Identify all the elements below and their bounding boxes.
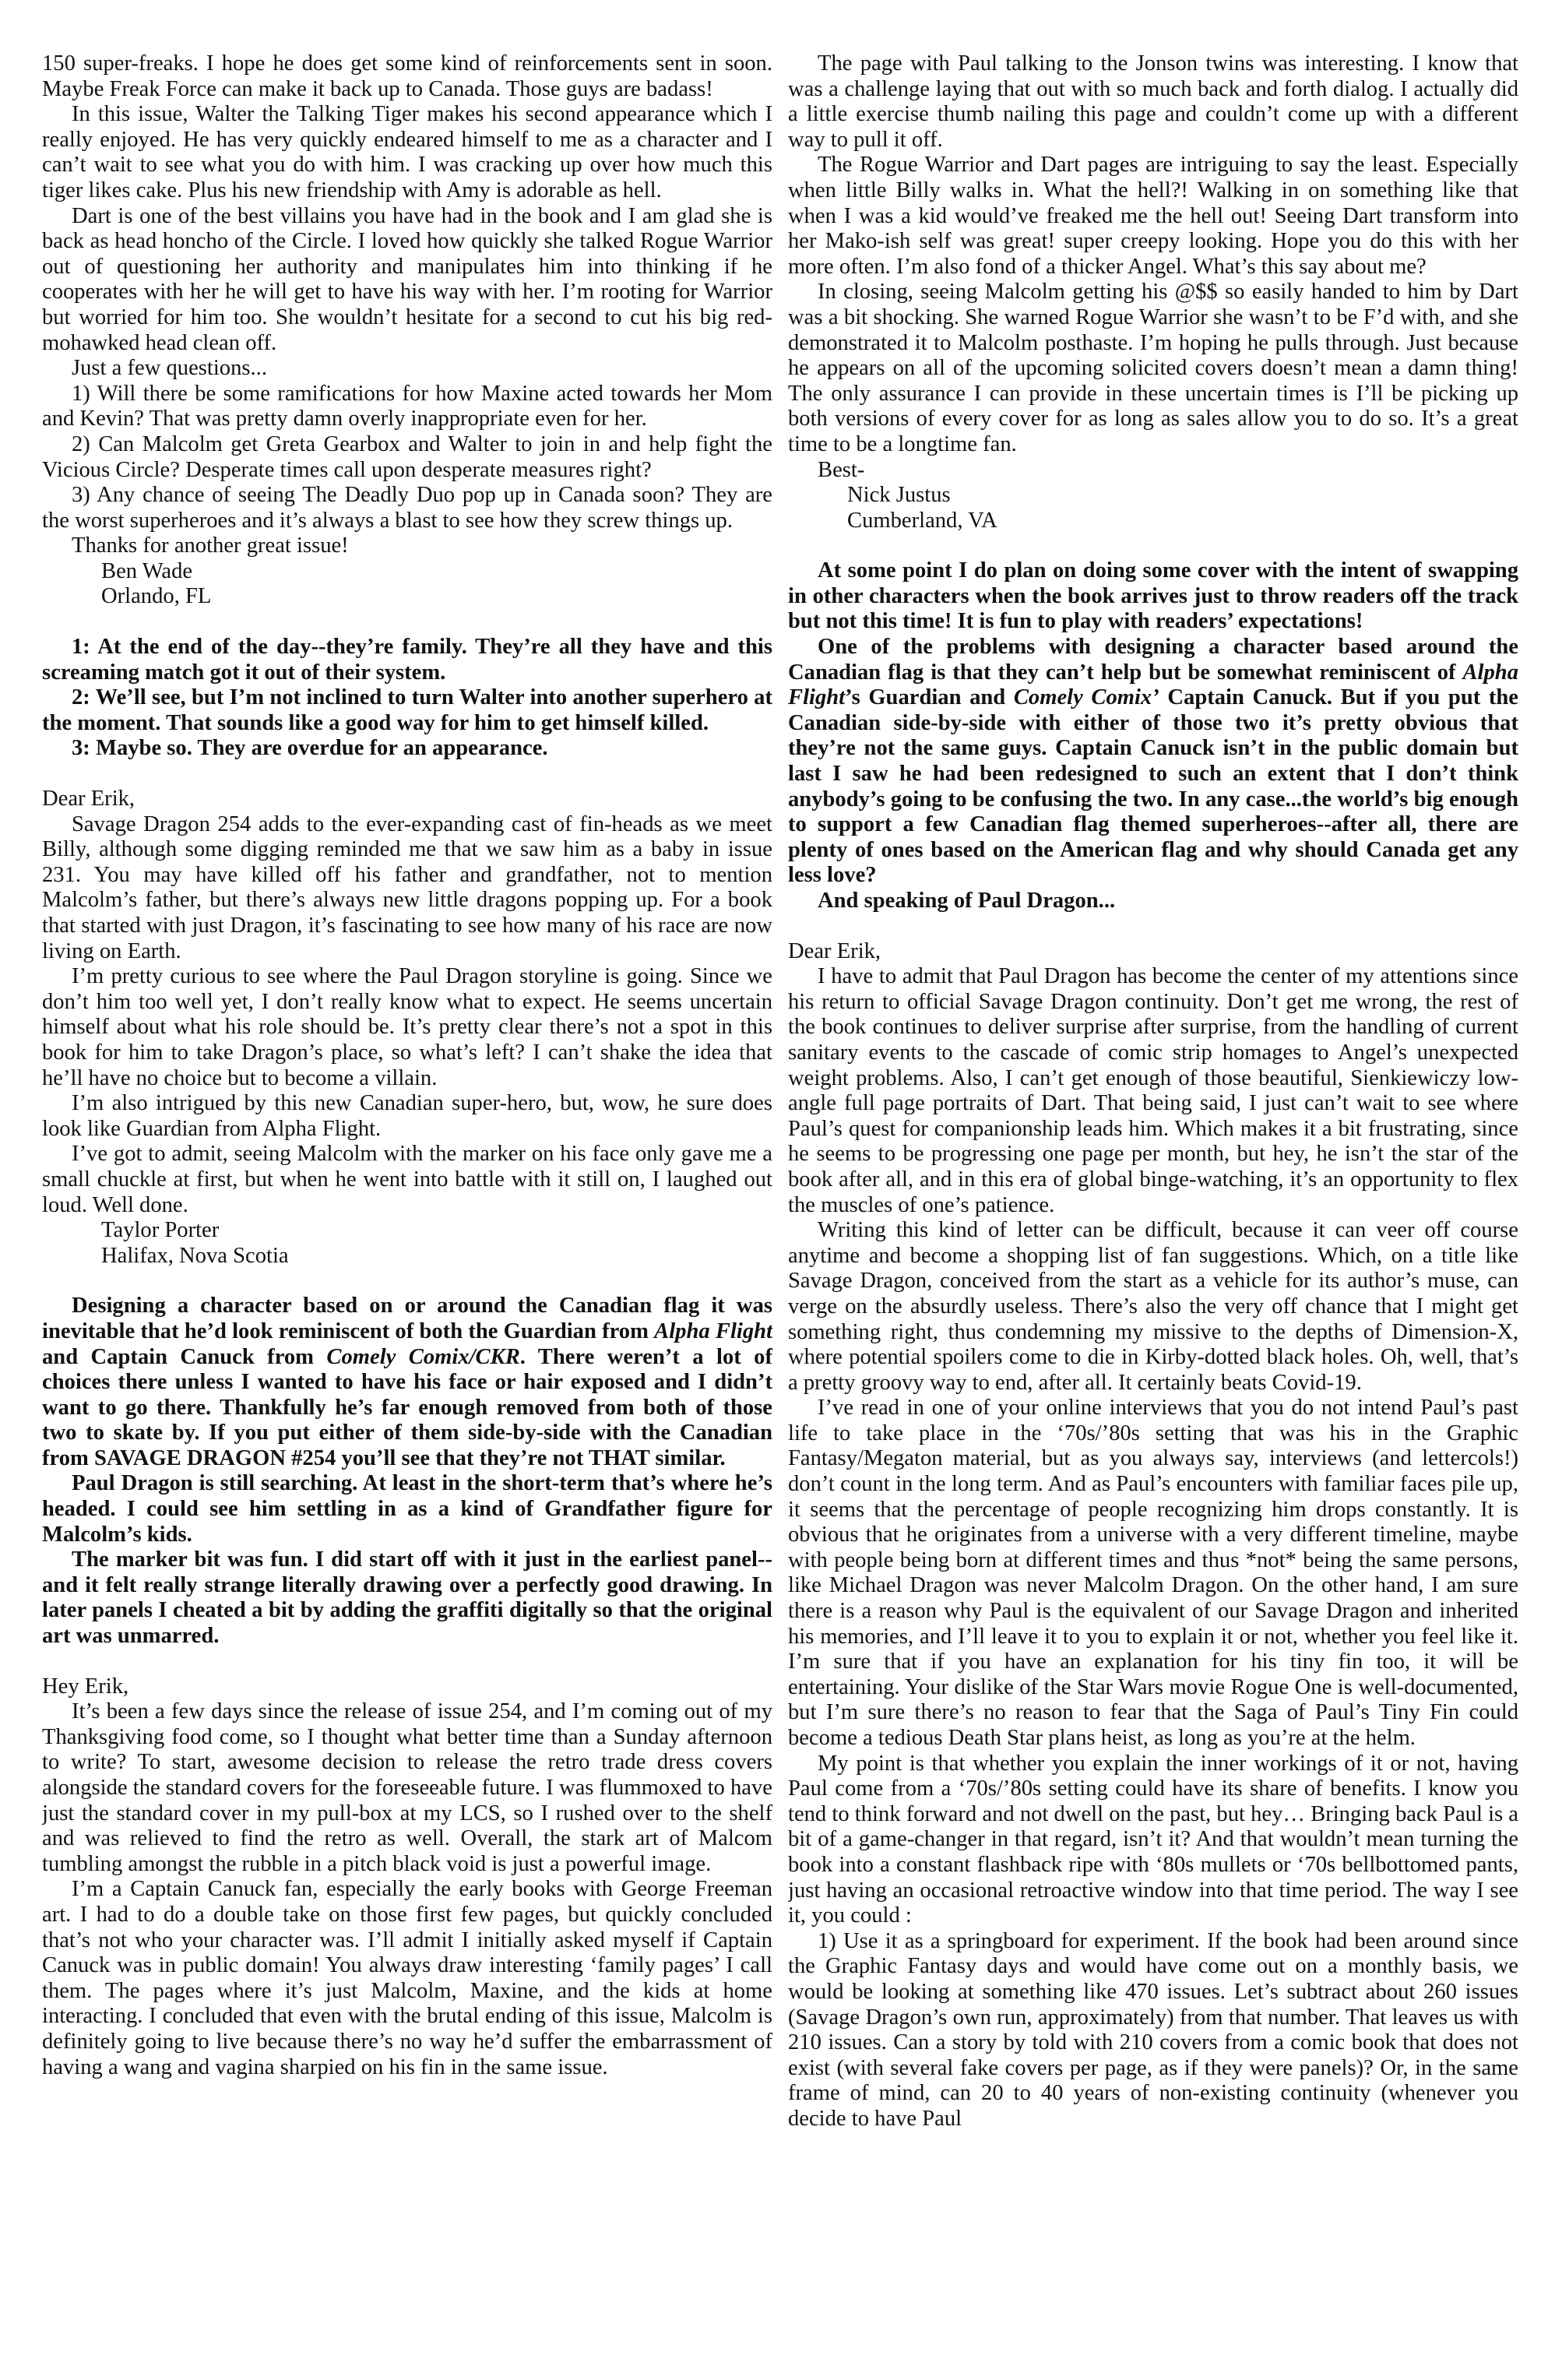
letter-paragraph: 1) Use it as a springboard for experiment. If the book had been around since the Graphic Fantasy days and would have come out on a monthly basis, we would be looking at something like 470 issues. Let’s subtract about 260 issues (Savage Dragon’s own run, approximately) from that number. That leaves us with 210 issues. Can a story by told with 210 covers from a comic book that does not exist (with several fake covers per page, as if they were panels)? Or, in the same frame of mind, can 20 to 40 years of non-existing continuity (whenever you decide to have Paul xyxy=(788,1928,1518,2131)
letter-paragraph: Just a few questions... xyxy=(72,356,267,381)
letter-paragraph: The page with Paul talking to the Jonson twins was interesting. I know that was a challenge laying that out with so much back and forth dialog. I actually did a little exercise thumb nailing this page and couldn’t come up with a different way to pull it off. xyxy=(788,51,1518,152)
signature-name: Ben Wade xyxy=(101,558,193,583)
letter-paragraph: 2) Can Malcolm get Greta Gearbox and Walter to join in and help fight the Vicious Circle? Desperate times call upon desperate measures right? xyxy=(42,431,772,482)
signature-name: Taylor Porter xyxy=(101,1218,220,1243)
letter-ben-wade xyxy=(42,51,772,610)
letter-nick-justus xyxy=(42,1674,772,2081)
editor-reply xyxy=(42,635,772,762)
editor-reply xyxy=(788,558,1518,914)
letter-paragraph: Writing this kind of letter can be difficult, because it can veer off course anytime and become a shopping list of fan suggestions. Which, on a title like Savage Dragon, conceived from the start as a vehicle for its author’s muse, can verge on the absurdly useless. There’s also the very off chance that I might get something right, thus condemning my missive to the depths of Dimension-X, where potential spoilers come to die in Kirby-dotted black holes. Oh, well, that’s a pretty groovy way to end, after all. It certainly beats Covid-19. xyxy=(788,1218,1518,1395)
signature-place: Cumberland, VA xyxy=(847,508,997,533)
letter-paragraph: I’ve got to admit, seeing Malcolm with the marker on his face only gave me a small chuckle at first, but when he went into battle with it still on, I laughed out loud. Well done. xyxy=(42,1142,772,1217)
signature-place: Orlando, FL xyxy=(101,584,212,609)
letter-paragraph: It’s been a few days since the release of issue 254, and I’m coming out of my Thanksgiving food come, so I thought what better time than a Sunday afternoon to write? To start, awesome decision to release the retro trade dress covers alongside the standard covers for the foreseeable future. I was flummoxed to have just the standard cover in my pull-box at my LCS, so I rushed over to the shelf and was relieved to find the retro as well. Overall, the stark art of Malcom tumbling amongst the rubble in a pitch black void is just a powerful image. xyxy=(42,1699,772,1876)
letter-paragraph: I’m also intrigued by this new Canadian super-hero, but, wow, he sure does look like Guardian from Alpha Flight. xyxy=(42,1091,772,1141)
reply-paragraph: One of the problems with designing a character based around the Canadian flag is that they can’t help but be somewhat reminiscent of Alpha Flight’s Guardian and Comely Comix’ Captain Canuck. But if you put the Canadian side-by-side with either of those two it’s pretty obvious that they’re not the same guys. Captain Canuck isn’t in the public domain but last I saw he had been redesigned to such an extent that I don’t think anybody’s going to be confusing the two. In any case...the world’s big enough to support a few Canadian flag themed superheroes--after all, there are plenty of ones based on the American flag and why should Canada get any less love? xyxy=(788,635,1518,888)
letter-paragraph: In closing, seeing Malcolm getting his @$$ so easily handed to him by Dart was a bit shocking. She warned Rogue Warrior she wasn’t to be F’d with, and she demonstrated it to Malcolm posthaste. I’m hoping he pulls through. Just because he appears on all of the upcoming solicited covers doesn’t mean a damn thing! The only assurance I can provide in these uncertain times is I’ll be picking up both versions of every cover for as long as sales allow you to do so. It’s a great time to be a longtime fan. xyxy=(788,280,1518,456)
signature-place: Halifax, Nova Scotia xyxy=(101,1243,289,1268)
letter-paragraph: I’m a Captain Canuck fan, especially the early books with George Freeman art. I had to do a double take on those first few pages, but quickly concluded that’s not who your character was. I’ll admit I initially asked myself if Captain Canuck was in public domain! You always draw interesting ‘family pages’ I call them. The pages where it’s just Malcolm, Maxine, and the kids at home interacting. I concluded that even with the brutal ending of this issue, Malcolm is definitely going to live because there’s no way he’d suffer the embarrassment of having a wang and vagina sharpied on his fin in the same issue. xyxy=(42,1877,772,2079)
reply-paragraph: At some point I do plan on doing some cover with the intent of swapping in other characters when the book arrives just to throw readers off the track but not this time! It is fun to play with readers’ expectations! xyxy=(788,558,1518,634)
reply-paragraph: Designing a character based on or around the Canadian flag it was inevitable that he’d look reminiscent of both the Guardian from Alpha Flight and Captain Canuck from Comely Comix/CKR. There weren’t a lot of choices there unless I wanted to have his face or hair exposed and I didn’t want to go there. Thankfully he’s far enough removed from both of those two to skate by. If you put either of them side-by-side with the Canadian from SAVAGE DRAGON #254 you’ll see that they’re not THAT similar. xyxy=(42,1294,772,1470)
letter-greeting: Dear Erik, xyxy=(42,787,135,812)
reply-paragraph: The marker bit was fun. I did start off with it just in the earliest panel--and it felt really strange literally drawing over a perfectly good drawing. In later panels I cheated a bit by adding the graffiti digitally so that the original art was unmarred. xyxy=(42,1547,772,1649)
letter-paragraph: Dart is one of the best villains you have had in the book and I am glad she is back as head honcho of the Circle. I loved how quickly she talked Rogue Warrior out of questioning her authority and manipulates him into thinking if he cooperates with her he will get to have his way with her. I’m rooting for Warrior but worried for him too. She wouldn’t hesitate for a second to cut his big red-mohawked head clean off. xyxy=(42,203,772,355)
letter-paragraph: I’m pretty curious to see where the Paul Dragon storyline is going. Since we don’t him too well yet, I don’t really know what to expect. He seems uncertain himself about what his role should be. It’s pretty clear there’s not a spot in this book for him to take Dragon’s place, so what’s left? I can’t shake the idea that he’ll have no choice but to become a villain. xyxy=(42,964,772,1090)
letter-closing: Best- xyxy=(818,457,865,482)
reply-paragraph: 2: We’ll see, but I’m not inclined to turn Walter into another superhero at the moment. That sounds like a good way for him to get himself killed. xyxy=(42,685,772,735)
letter-paragraph: Savage Dragon 254 adds to the ever-expanding cast of fin-heads as we meet Billy, although some digging reminded me that we saw him as a baby in issue 231. You may have killed off his father and grandfather, not to mention Malcolm’s father, but there’s always new little dragons popping up. For a book that started with just Dragon, it’s fascinating to see how many of his race are now living on Earth. xyxy=(42,812,772,963)
letter-paragraph: 3) Any chance of seeing The Deadly Duo pop up in Canada soon? They are the worst superheroes and it’s always a blast to see how they screw things up. xyxy=(42,483,772,533)
letter-paragraph: Thanks for another great issue! xyxy=(72,533,349,558)
letter-paragraph: My point is that whether you explain the inner workings of it or not, having Paul come from a ‘70s/’80s setting could have its share of benefits. I know you tend to think forward and not dwell on the past, but hey… Bringing back Paul is a bit of a game-changer in that regard, isn’t it? And that wouldn’t mean turning the book into a constant flashback ripe with ‘80s mullets or ‘70s bellbottomed pants, just having an occasional retroactive window into that time period. The way I see it, you could : xyxy=(788,1751,1518,1928)
reply-paragraph: 3: Maybe so. They are overdue for an appearance. xyxy=(72,736,548,761)
letter-taylor-porter xyxy=(42,787,772,1269)
right-column xyxy=(788,51,1518,2357)
left-column xyxy=(42,51,772,2357)
letter-greeting: Dear Erik, xyxy=(788,938,881,963)
letter-paragraph: In this issue, Walter the Talking Tiger makes his second appearance which I really enjoyed. He has very quickly endeared himself to me as a character and I can’t wait to see what you do with him. I was cracking up over how much this tiger likes cake. Plus his new friendship with Amy is adorable as hell. xyxy=(42,102,772,202)
letter-nick-justus-continued xyxy=(788,51,1518,533)
reply-paragraph: 1: At the end of the day--they’re family. They’re all they have and this screaming match got it out of their system. xyxy=(42,635,772,685)
letter-paragraph: 150 super-freaks. I hope he does get some kind of reinforcements sent in soon. Maybe Freak Force can make it back up to Canada. Those guys are badass! xyxy=(42,51,772,101)
letter-paragraph: I have to admit that Paul Dragon has become the center of my attentions since his return to official Savage Dragon continuity. Don’t get me wrong, the rest of the book continues to deliver surprise after surprise, from the handling of current sanitary events to the cascade of comic strip homages to Angel’s unexpected weight problems. Also, I can’t get enough of those beautiful, Sienkiewiczy low-angle full page portraits of Dart. That being said, I just can’t wait to see where Paul’s quest for companionship leads him. Which makes it a bit frustrating, since he seems to be progressing one page per month, but hey, he isn’t the star of the book after all, and in this era of global binge-watching, it’s an opportunity to flex the muscles of one’s patience. xyxy=(788,964,1518,1217)
signature-name: Nick Justus xyxy=(847,483,951,508)
reply-paragraph: And speaking of Paul Dragon... xyxy=(818,889,1116,913)
editor-reply xyxy=(42,1294,772,1649)
reply-paragraph: Paul Dragon is still searching. At least in the short-term that’s where he’s headed. I could see him settling in as a kind of Grandfather figure for Malcolm’s kids. xyxy=(42,1471,772,1547)
letter-greeting: Hey Erik, xyxy=(42,1674,129,1699)
letter-paul-dragon-fan xyxy=(788,939,1518,2132)
letter-paragraph: I’ve read in one of your online interviews that you do not intend Paul’s past life to take place in the ‘70s/’80s setting that was his in the Graphic Fantasy/Megaton material, but as you always say, interviews (and lettercols!) don’t count in the long term. And as Paul’s encounters with familiar faces pile up, it seems that the percentage of people recognizing him drops constantly. It is obvious that he originates from a universe with a very different timeline, maybe with people being born at different times and thus *not* being the same persons, like Michael Dragon was never Malcolm Dragon. On the other hand, I am sure there is a reason why Paul is the equivalent of our Savage Dragon and inherited his memories, and I’ll leave it to you to explain it or not, whether you feel like it. I’m sure that if you have an explanation for his tiny fin too, it will be entertaining. Your dislike of the Star Wars movie Rogue One is well-documented, but I’m sure there’s no reason to fear that the Saga of Paul’s Tiny Fin could become a tedious Death Star plans heist, as long as you’re at the helm. xyxy=(788,1396,1518,1750)
letter-paragraph: The Rogue Warrior and Dart pages are intriguing to say the least. Especially when little Billy walks in. What the hell?! Walking in on something like that when I was a kid would’ve freaked me the hell out! Seeing Dart transform into her Mako-ish self was great! super creepy looking. Hope you do this with her more often. I’m also fond of a thicker Angel. What’s this say about me? xyxy=(788,153,1518,279)
letter-paragraph: 1) Will there be some ramifications for how Maxine acted towards her Mom and Kevin? That was pretty damn overly inappropriate even for her. xyxy=(42,381,772,431)
